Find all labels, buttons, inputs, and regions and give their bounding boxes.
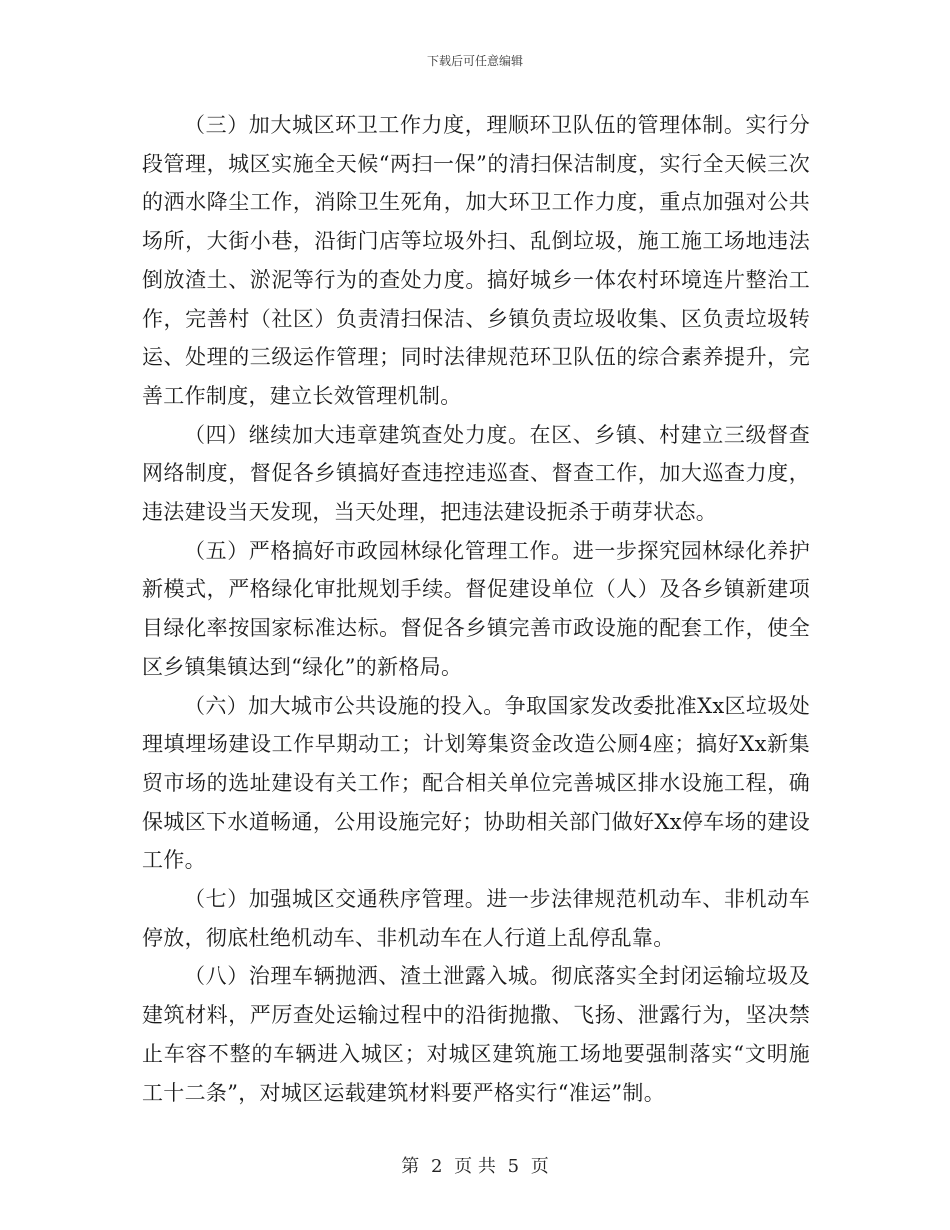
paragraph-4-illegal-buildings: （四）继续加大违章建筑查处力度。在区、乡镇、村建立三级督查网络制度，督促各乡镇搞好查违控违巡查、督查工作，加大巡查力度，违法建设当天发现，当天处理，把违法建设扼杀于萌芽状态。 <box>142 422 810 525</box>
document-body <box>142 106 810 1112</box>
page-number-footer <box>0 1152 950 1178</box>
paragraph-8-vehicle-spillage: （八）治理车辆抛洒、渣土泄露入城。彻底落实全封闭运输垃圾及建筑材料，严厉查处运输过程中的沿街抛撒、飞扬、泄露行为，坚决禁止车容不整的车辆进入城区；对城区建筑施工场地要强制落实“文明施工十二条”，对城区运载建筑材料要严格实行“准运”制。 <box>142 964 810 1105</box>
paragraph-5-greening: （五）严格搞好市政园林绿化管理工作。进一步探究园林绿化养护新模式，严格绿化审批规划手续。督促建设单位（人）及各乡镇新建项目绿化率按国家标准达标。督促各乡镇完善市政设施的配套工作，使全区乡镇集镇达到“绿化”的新格局。 <box>142 538 810 679</box>
footer-total-pages: 5 <box>507 1156 520 1177</box>
paragraph-3-sanitation: （三）加大城区环卫工作力度，理顺环卫队伍的管理体制。实行分段管理，城区实施全天候“两扫一保”的清扫保洁制度，实行全天候三次的洒水降尘工作，消除卫生死角，加大环卫工作力度，重点加强对公共场所，大街小巷，沿街门店等垃圾外扫、乱倒垃圾，施工施工场地违法倒放渣土、淤泥等行为的查处力度。搞好城乡一体农村环境连片整治工作，完善村（社区）负责清扫保洁、乡镇负责垃圾收集、区负责垃圾转运、处理的三级运作管理；同时法律规范环卫队伍的综合素养提升，完善工作制度，建立长效管理机制。 <box>142 113 810 408</box>
paragraph-6-public-facilities: （六）加大城市公共设施的投入。争取国家发改委批准Xx区垃圾处理填埋场建设工作早期动工；计划筹集资金改造公厕4座；搞好Xx新集贸市场的选址建设有关工作；配合相关单位完善城区排水设施工程，确保城区下水道畅通，公用设施完好；协助相关部门做好Xx停车场的建设工作。 <box>142 693 810 873</box>
footer-current-page: 2 <box>430 1156 443 1177</box>
paragraph-7-traffic-order: （七）加强城区交通秩序管理。进一步法律规范机动车、非机动车停放，彻底杜绝机动车、非机动车在人行道上乱停乱靠。 <box>142 887 810 950</box>
footer-suffix: 页 <box>530 1156 549 1177</box>
footer-middle: 页 共 <box>454 1156 496 1177</box>
page-header-note: 下载后可任意编辑 <box>426 54 523 68</box>
footer-prefix: 第 <box>401 1156 420 1177</box>
